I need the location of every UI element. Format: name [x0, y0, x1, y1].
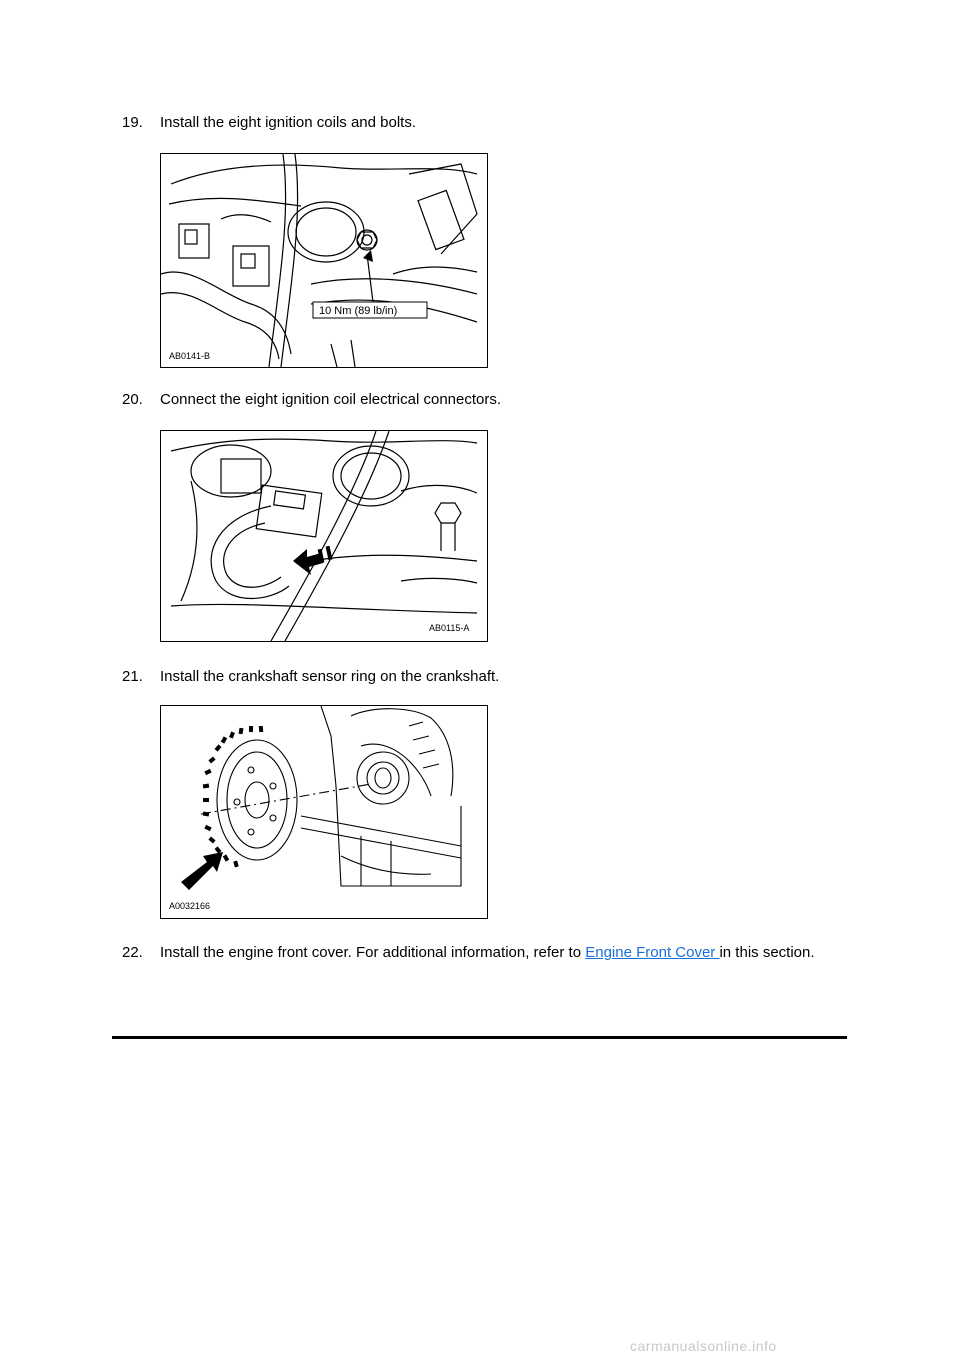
step-text: Install the crankshaft sensor ring on the crankshaft.	[160, 668, 500, 685]
ignition-coil-illustration	[161, 154, 487, 367]
engine-front-cover-link[interactable]: Engine Front Cover	[585, 944, 720, 961]
watermark: carmanualsonline.info	[630, 1338, 777, 1354]
figure-label: AB0141-B	[169, 351, 211, 361]
step-number: 21.	[122, 668, 143, 685]
connector-illustration	[161, 431, 487, 641]
step-text: Connect the eight ignition coil electrical connectors.	[160, 391, 502, 408]
figure-crankshaft-sensor-ring	[160, 705, 488, 919]
section-divider	[112, 1036, 847, 1039]
figure-label: AB0115-A	[429, 623, 470, 633]
torque-callout: 10 Nm (89 lb/in)	[319, 305, 398, 317]
sensor-ring-illustration	[161, 706, 487, 918]
step-text: Install the engine front cover. For additional information, refer to Engine Front Cover in this section.	[160, 944, 815, 961]
step-number: 22.	[122, 944, 143, 961]
figure-label: A0032166	[169, 901, 211, 911]
step-text: Install the eight ignition coils and bolts.	[160, 114, 416, 131]
figure-coil-connector	[160, 430, 488, 642]
figure-ignition-coil-bolt	[160, 153, 488, 368]
step-number: 19.	[122, 114, 143, 131]
step-number: 20.	[122, 391, 143, 408]
